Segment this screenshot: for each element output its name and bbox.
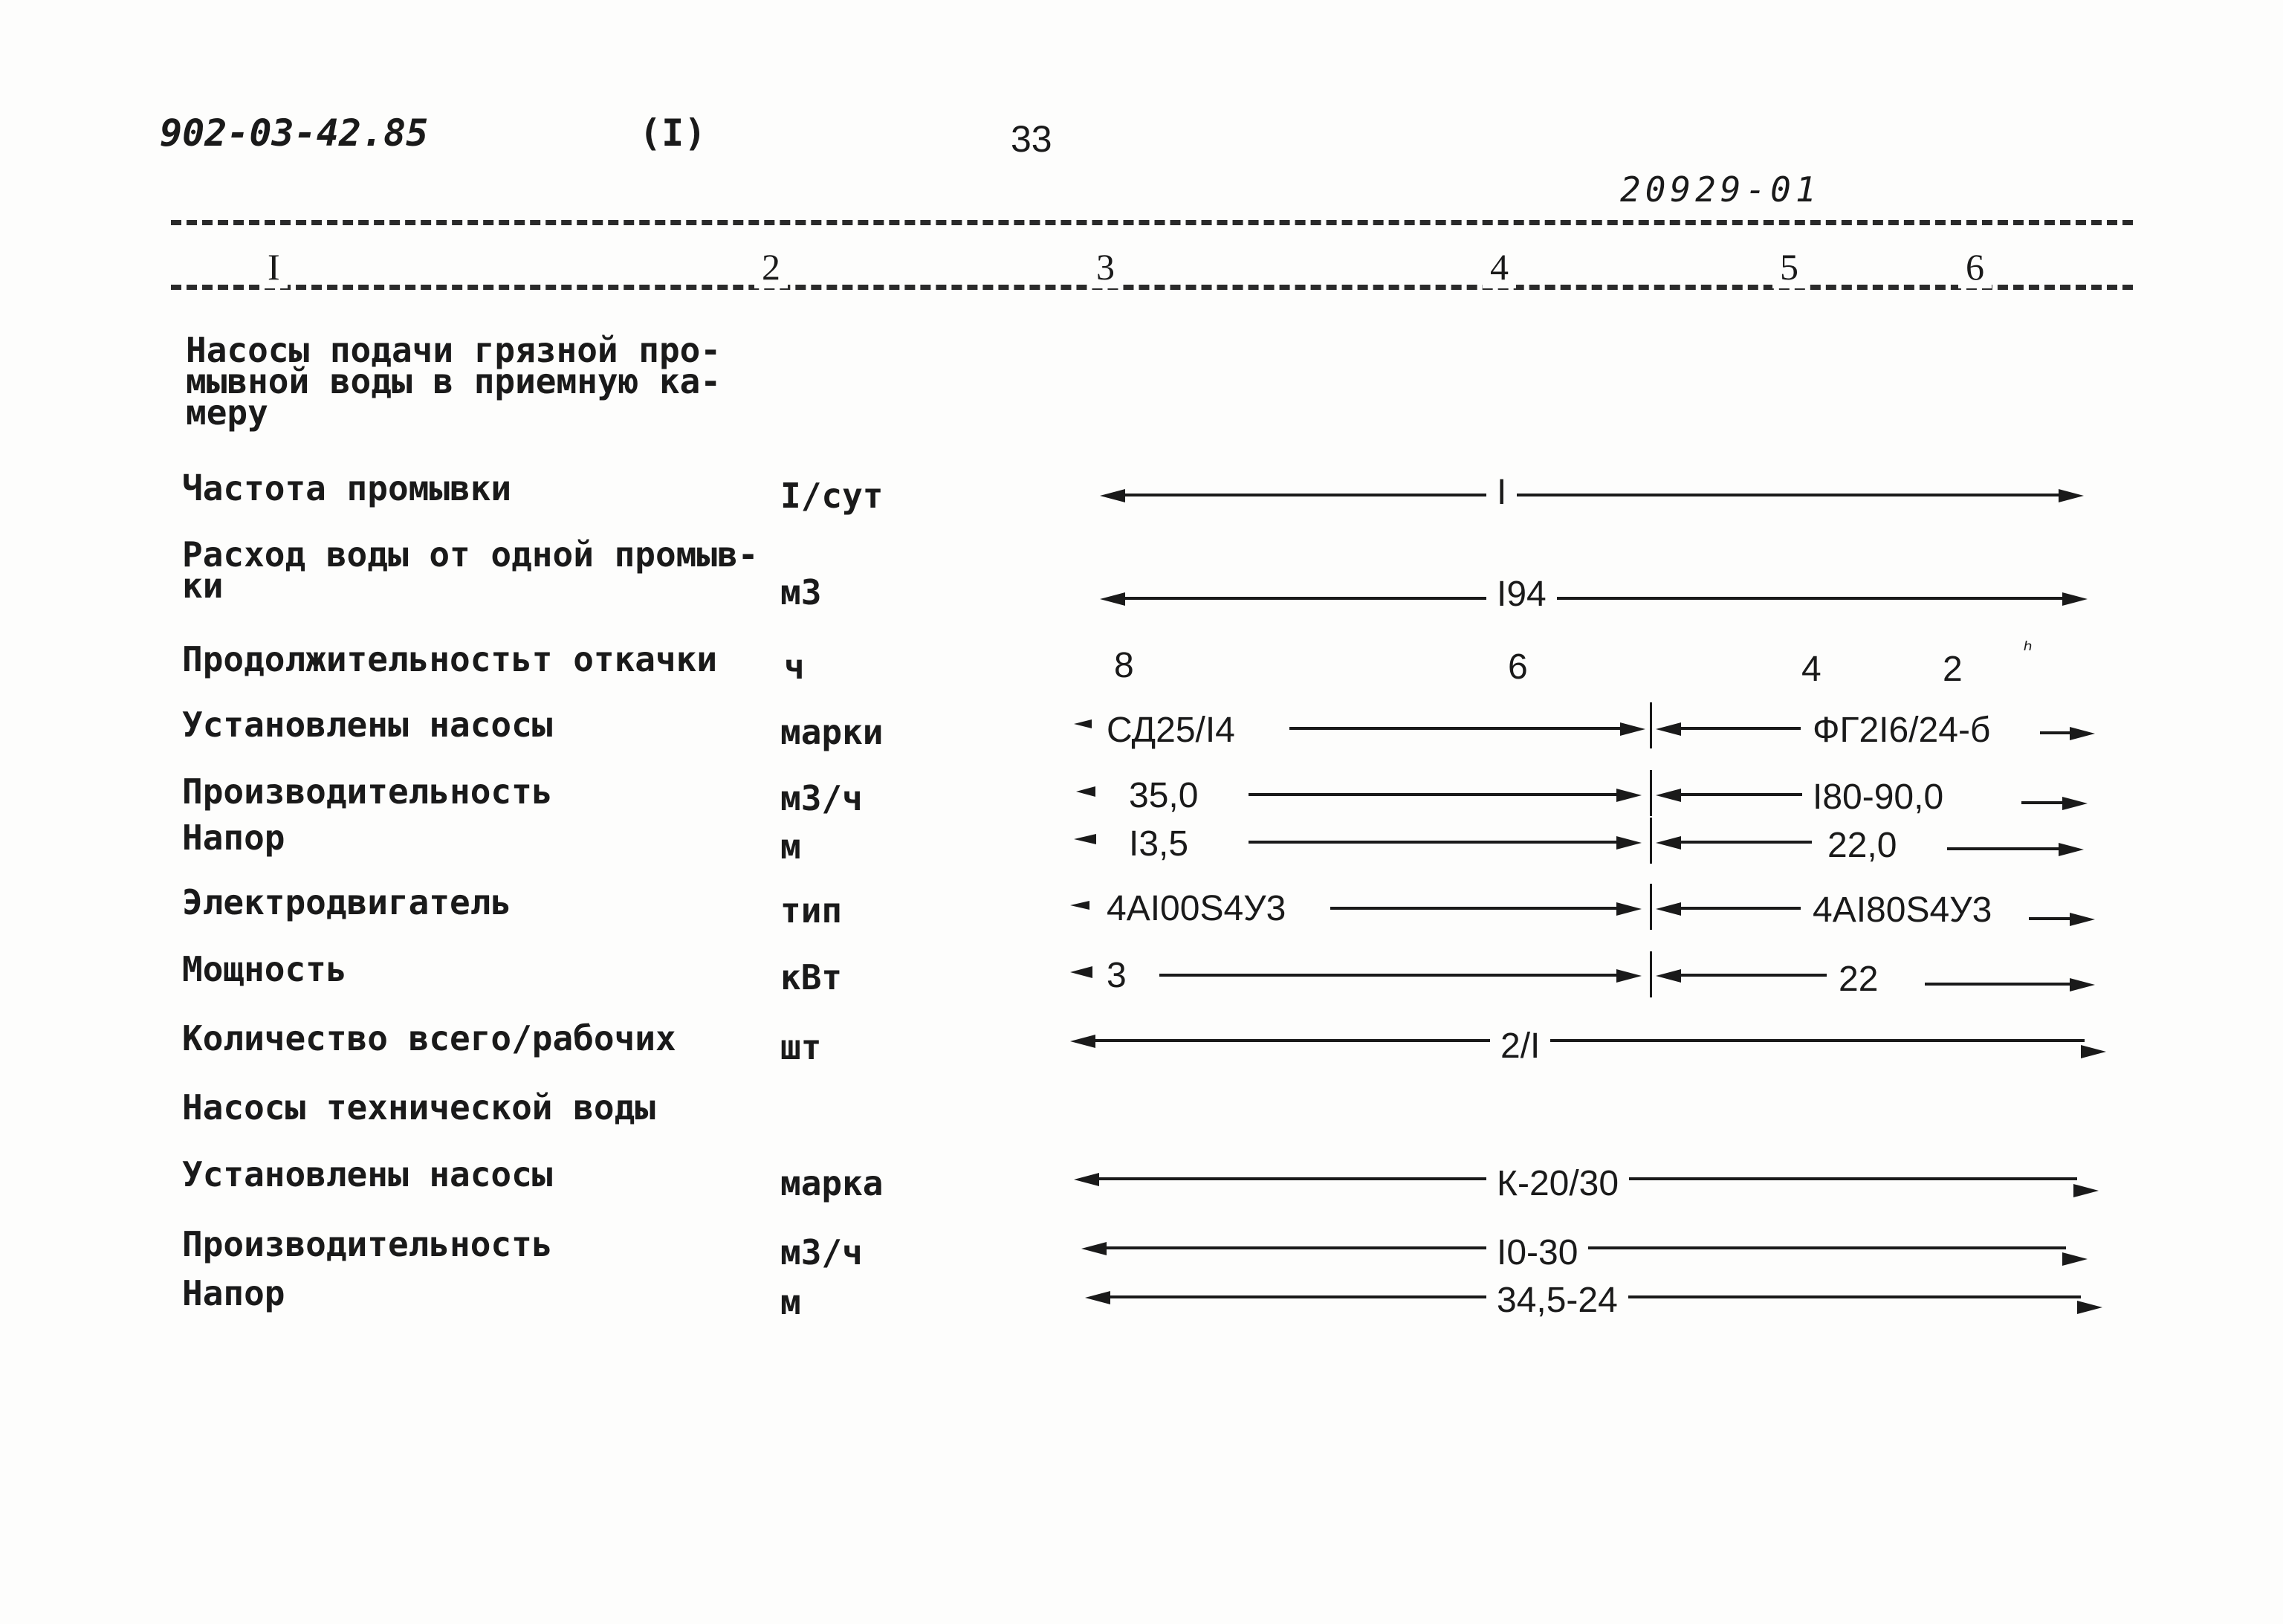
value-motor-a: 4AI00S4У3	[1096, 888, 1296, 929]
span-line-motor-a	[1330, 907, 1620, 910]
arrow-left-pump-model-a	[1074, 719, 1092, 728]
arrow-right-wash-frequency	[2059, 489, 2084, 502]
row-label-pumping-duration: Продолжительностьт откачки	[182, 639, 718, 679]
column-number-1: I	[260, 245, 288, 288]
value-water-consumption: I94	[1486, 574, 1557, 615]
arrow-right-pump-model-a	[1620, 722, 1645, 736]
value-duration-col3: 8	[1104, 645, 1144, 686]
top-dashed-rule	[171, 220, 2133, 225]
divider-tick-pump-model	[1650, 702, 1652, 748]
row-label-head: Напор	[182, 818, 285, 858]
unit-head: м	[780, 826, 801, 867]
column-number-3: 3	[1089, 245, 1122, 288]
unit-water-consumption: м3	[780, 572, 822, 612]
span-line-power-a	[1159, 974, 1620, 977]
arrow-right-head-a	[1616, 836, 1642, 850]
divider-tick-motor	[1650, 884, 1652, 930]
column-number-6: 6	[1958, 245, 1992, 288]
span-line-pump-model-b-end	[2040, 731, 2070, 734]
span-line-motor-b-end	[2029, 917, 2070, 920]
arrow-left-motor-b	[1656, 902, 1681, 916]
unit-pumping-duration: ч	[784, 647, 805, 687]
unit-quantity: шт	[780, 1027, 822, 1067]
arrow-right-tech-capacity	[2062, 1252, 2088, 1266]
span-line-capacity-b	[1678, 793, 1804, 796]
sheet-label: (I)	[639, 111, 707, 155]
inventory-number: 20929-01	[1620, 169, 1821, 210]
row-label-tech-capacity: Производительность	[182, 1224, 553, 1264]
arrow-right-power-a	[1616, 969, 1642, 983]
arrow-left-tech-capacity	[1081, 1242, 1107, 1255]
arrow-right-quantity	[2081, 1045, 2106, 1058]
value-tech-capacity: I0-30	[1486, 1232, 1588, 1273]
value-pump-model-b: ФГ2I6/24-б	[1802, 710, 2001, 751]
value-tech-head: 34,5-24	[1486, 1280, 1628, 1321]
arrow-left-water-consumption	[1100, 592, 1125, 606]
unit-wash-frequency: I/сут	[780, 476, 884, 516]
row-label-water-consumption: Расход воды от одной промыв-ки	[182, 534, 759, 606]
span-line-motor-b	[1678, 907, 1801, 910]
arrow-right-pump-model-b	[2070, 727, 2095, 740]
divider-tick-power	[1650, 951, 1652, 997]
row-label-quantity: Количество всего/рабочих	[182, 1018, 676, 1058]
value-power-a: 3	[1096, 955, 1137, 996]
value-capacity-a: 35,0	[1118, 775, 1208, 816]
row-label-section-tech-water: Насосы технической воды	[182, 1087, 655, 1128]
column-number-5: 5	[1772, 245, 1806, 288]
row-label-power: Мощность	[182, 949, 347, 989]
arrow-right-motor-a	[1616, 902, 1642, 916]
span-line-quantity	[1092, 1039, 2085, 1042]
header-dashed-rule	[171, 285, 2133, 290]
arrow-left-head-a	[1074, 834, 1096, 844]
row-label-capacity: Производительность	[182, 771, 553, 812]
divider-tick-head	[1650, 818, 1652, 864]
row-label-section-dirty-water: Насосы подачи грязной про-мывной воды в приемную ка-меру	[186, 330, 722, 433]
span-line-pump-model-b	[1678, 727, 1801, 730]
document-code: 902-03-42.85	[160, 111, 429, 155]
column-number-2: 2	[754, 245, 788, 288]
span-line-capacity-b-end	[2021, 801, 2066, 804]
span-line-power-b	[1678, 974, 1827, 977]
span-line-pump-model-a	[1289, 727, 1624, 730]
unit-tech-head: м	[780, 1282, 801, 1322]
unit-power: кВт	[780, 957, 843, 997]
unit-motor: тип	[780, 890, 843, 931]
page-number: 33	[1011, 118, 1052, 160]
arrow-right-motor-b	[2070, 913, 2095, 926]
value-quantity: 2/I	[1490, 1026, 1550, 1067]
row-label-installed-pumps: Установлены насосы	[182, 705, 553, 745]
arrow-right-capacity-b	[2062, 797, 2088, 810]
row-label-tech-installed-pumps: Установлены насосы	[182, 1154, 553, 1194]
row-label-motor: Электродвигатель	[182, 882, 512, 922]
arrow-left-wash-frequency	[1100, 489, 1125, 502]
span-line-head-b	[1678, 841, 1812, 844]
span-line-head-a	[1249, 841, 1620, 844]
arrow-left-tech-head	[1085, 1291, 1110, 1304]
span-line-wash-frequency	[1122, 494, 2059, 496]
span-line-power-b-end	[1925, 983, 2070, 986]
arrow-left-tech-pump-model	[1074, 1173, 1099, 1186]
value-duration-col5: 4	[1791, 649, 1832, 690]
value-capacity-b: I80-90,0	[1802, 777, 1954, 818]
column-number-4: 4	[1483, 245, 1516, 288]
arrow-left-capacity-b	[1656, 789, 1681, 802]
unit-installed-pumps: марки	[780, 712, 884, 752]
span-line-water-consumption	[1122, 597, 2066, 600]
arrow-left-pump-model-b	[1656, 722, 1681, 736]
row-label-tech-head: Напор	[182, 1273, 285, 1313]
unit-capacity: м3/ч	[780, 778, 863, 818]
value-wash-frequency: I	[1486, 472, 1517, 513]
divider-tick-capacity	[1650, 770, 1652, 816]
arrow-right-head-b	[2059, 843, 2084, 856]
arrow-right-capacity-a	[1616, 789, 1642, 802]
value-pump-model-a: СД25/I4	[1096, 710, 1246, 751]
arrow-left-motor-a	[1070, 901, 1089, 910]
arrow-left-power-b	[1656, 969, 1681, 983]
span-line-head-b-end	[1947, 847, 2062, 850]
arrow-right-tech-head	[2077, 1301, 2102, 1314]
arrow-right-power-b	[2070, 978, 2095, 991]
value-duration-col6: 2	[1932, 649, 1973, 690]
row-label-wash-frequency: Частота промывки	[182, 468, 512, 508]
value-motor-b: 4AI80S4У3	[1802, 890, 2002, 931]
unit-tech-capacity: м3/ч	[780, 1232, 863, 1272]
arrow-left-head-b	[1656, 836, 1681, 850]
arrow-left-power-a	[1070, 966, 1092, 978]
margin-mark: ʰ	[2021, 638, 2036, 664]
arrow-left-quantity	[1070, 1035, 1095, 1048]
arrow-right-water-consumption	[2062, 592, 2088, 606]
unit-tech-installed-pumps: марка	[780, 1163, 884, 1203]
span-line-capacity-a	[1249, 793, 1620, 796]
value-duration-col4: 6	[1497, 647, 1538, 688]
value-head-b: 22,0	[1817, 825, 1907, 866]
arrow-left-capacity-a	[1076, 786, 1095, 797]
value-tech-pump-model: К-20/30	[1486, 1163, 1629, 1204]
value-power-b: 22	[1828, 959, 1888, 1000]
value-head-a: I3,5	[1118, 824, 1199, 864]
arrow-right-tech-pump-model	[2073, 1184, 2099, 1197]
